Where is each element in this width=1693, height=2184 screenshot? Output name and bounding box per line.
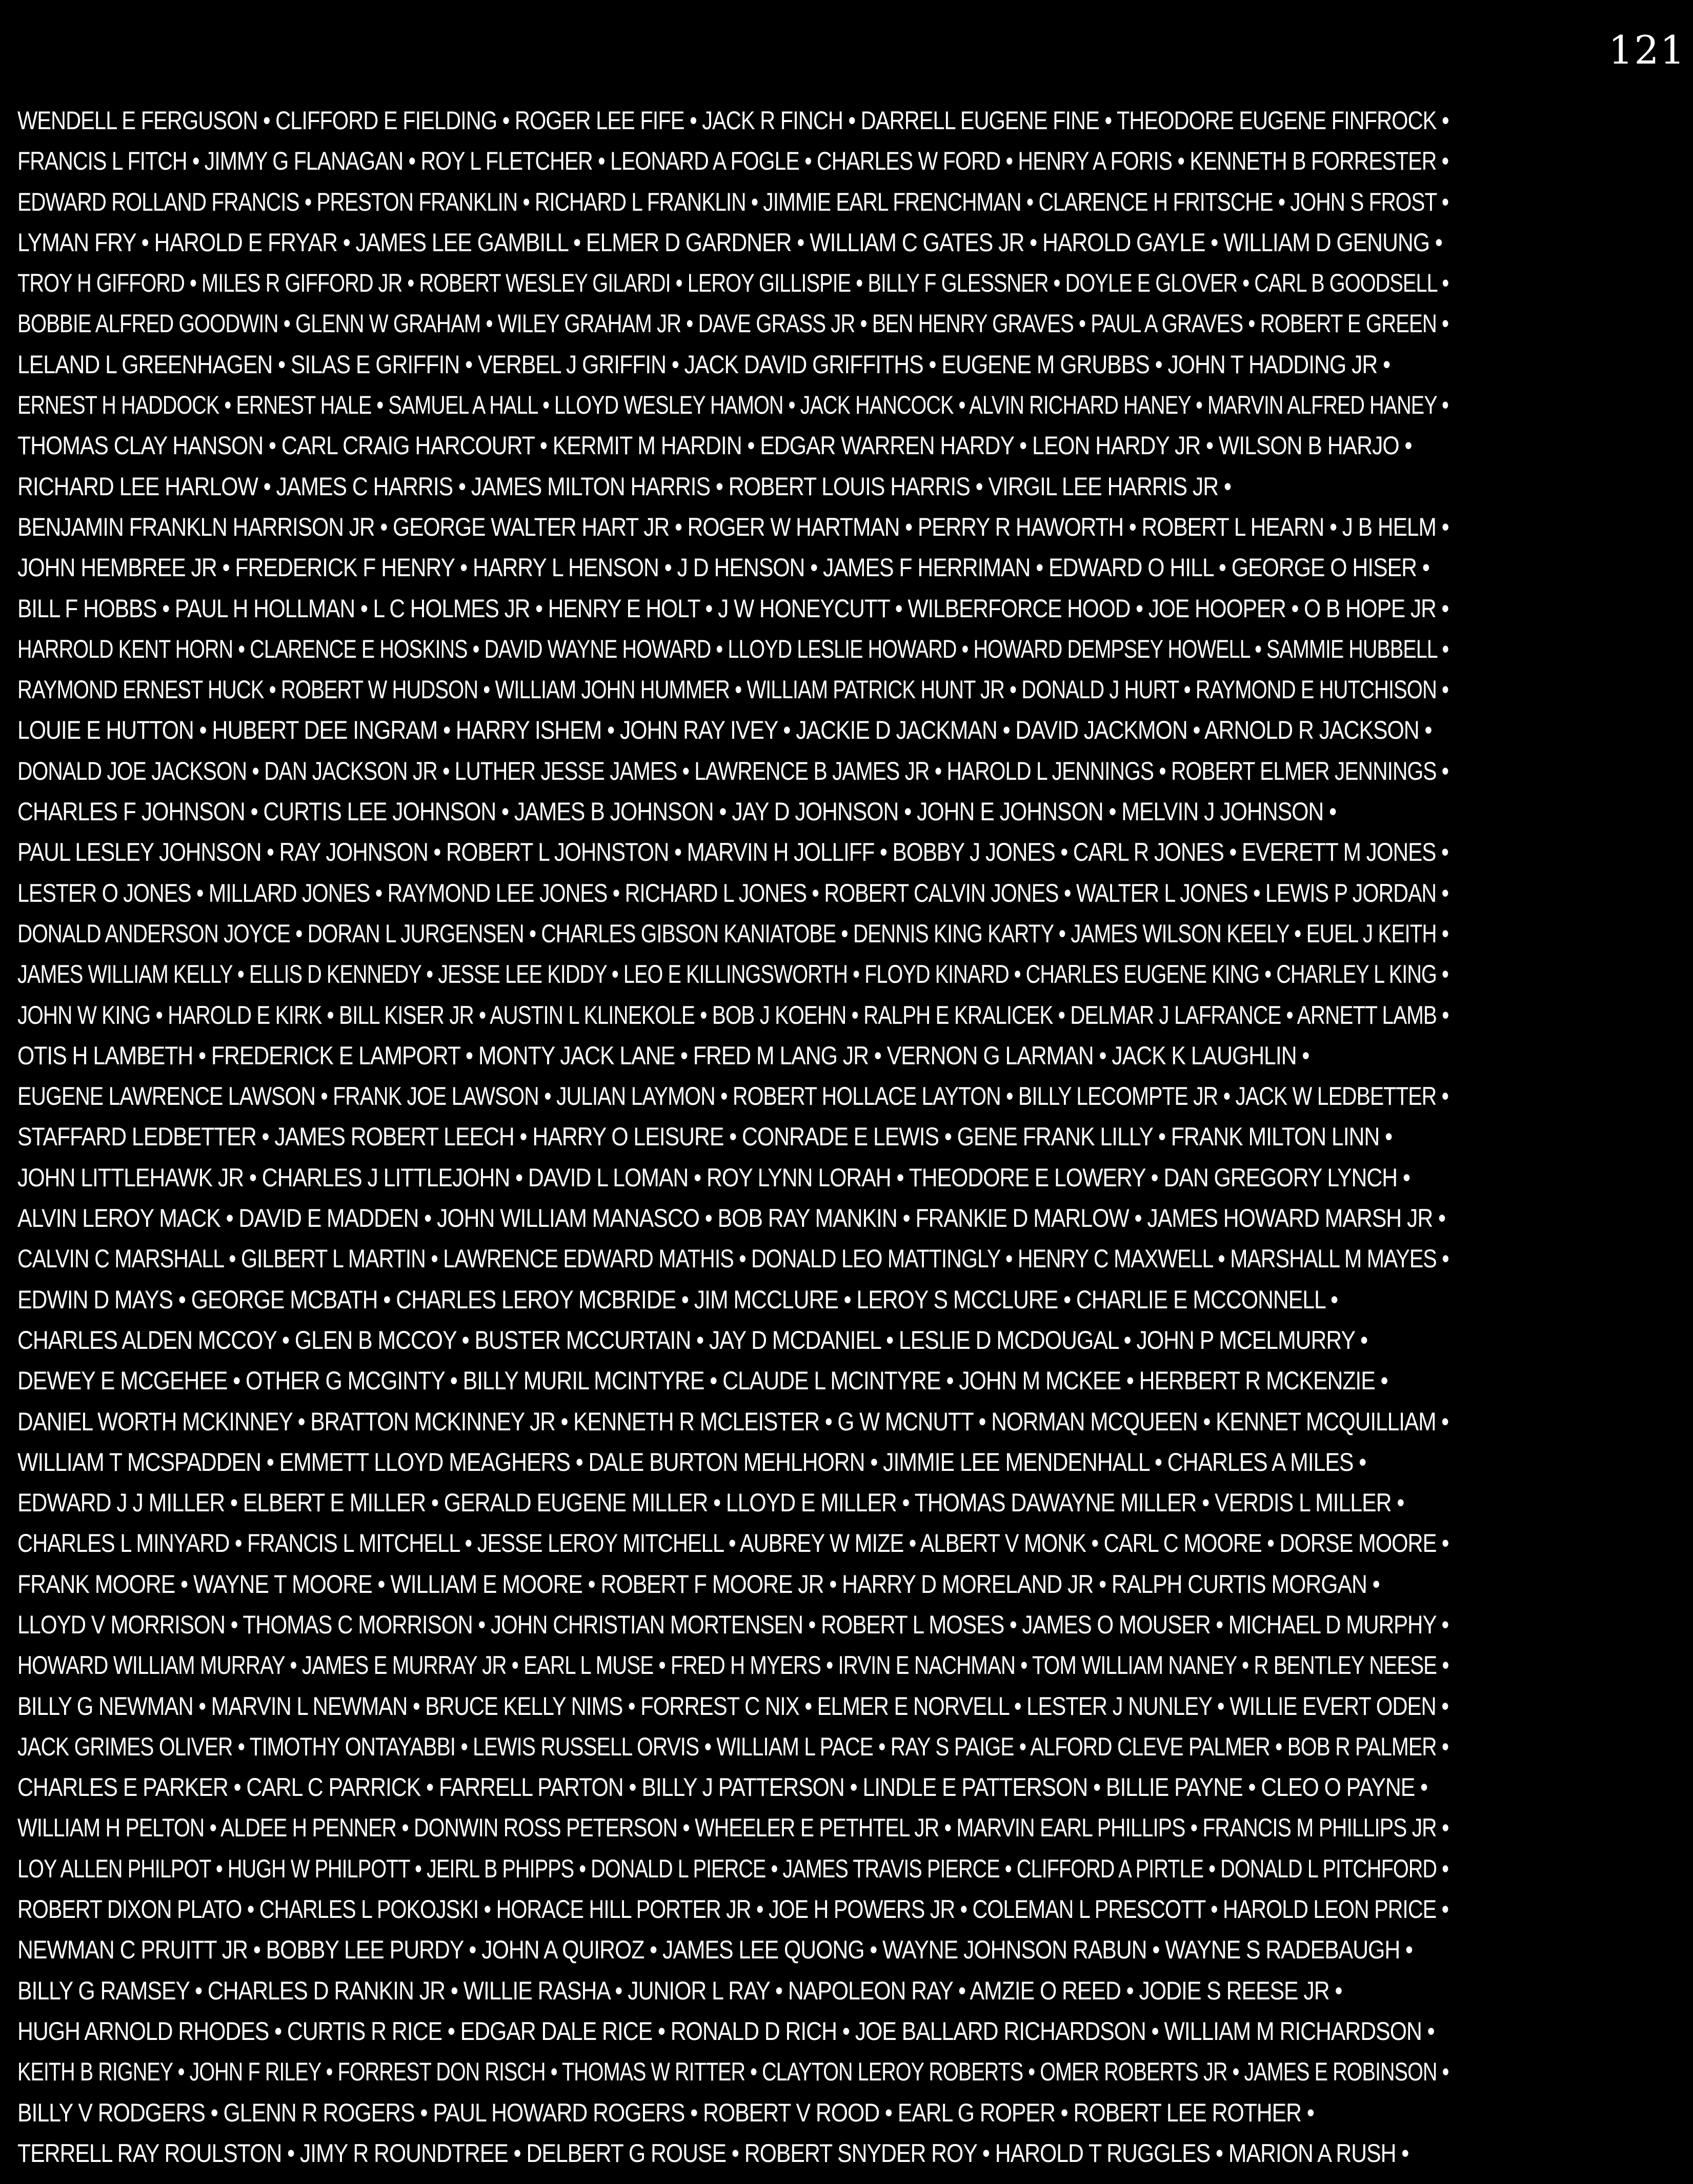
name-line: CHARLES ALDEN MCCOY • GLEN B MCCOY • BUSTER MCCURTAIN • JAY D MCDANIEL • LESLIE D MCDOUGAL • JOHN P MCELMURRY • <box>17 1325 1368 1354</box>
name-line: EUGENE LAWRENCE LAWSON • FRANK JOE LAWSON • JULIAN LAYMON • ROBERT HOLLACE LAYTON • BILLY LECOMPTE JR • JACK W LEDBETTER • <box>17 1082 1449 1111</box>
name-line: ROBERT DIXON PLATO • CHARLES L POKOJSKI • HORACE HILL PORTER JR • JOE H POWERS JR • COLEMAN L PRESCOTT • HAROLD LEON PRICE • <box>17 1895 1449 1924</box>
name-line: BILLY G NEWMAN • MARVIN L NEWMAN • BRUCE KELLY NIMS • FORREST C NIX • ELMER E NORVELL • LESTER J NUNLEY • WILLIE EVERT ODEN • <box>17 1691 1449 1721</box>
name-line: DONALD ANDERSON JOYCE • DORAN L JURGENSEN • CHARLES GIBSON KANIATOBE • DENNIS KING KARTY • JAMES WILSON KEELY • EUEL J KEITH • <box>17 919 1449 948</box>
name-line: BILLY V RODGERS • GLENN R ROGERS • PAUL HOWARD ROGERS • ROBERT V ROOD • EARL G ROPER • ROBERT LEE ROTHER • <box>17 2098 1314 2127</box>
name-line: JOHN LITTLEHAWK JR • CHARLES J LITTLEJOHN • DAVID L LOMAN • ROY LYNN LORAH • THEODORE E LOWERY • DAN GREGORY LYNCH • <box>17 1163 1410 1192</box>
name-line: THOMAS CLAY HANSON • CARL CRAIG HARCOURT • KERMIT M HARDIN • EDGAR WARREN HARDY • LEON HARDY JR • WILSON B HARJO • <box>17 431 1412 460</box>
name-line: ALVIN LEROY MACK • DAVID E MADDEN • JOHN WILLIAM MANASCO • BOB RAY MANKIN • FRANKIE D MARLOW • JAMES HOWARD MARSH JR • <box>17 1204 1445 1233</box>
name-line: WILLIAM T MCSPADDEN • EMMETT LLOYD MEAGHERS • DALE BURTON MEHLHORN • JIMMIE LEE MENDENHALL • CHARLES A MILES • <box>17 1447 1366 1477</box>
name-line: WENDELL E FERGUSON • CLIFFORD E FIELDING • ROGER LEE FIFE • JACK R FINCH • DARRELL EUGENE FINE • THEODORE EUGENE FINFROCK • <box>17 106 1449 135</box>
name-line: RAYMOND ERNEST HUCK • ROBERT W HUDSON • WILLIAM JOHN HUMMER • WILLIAM PATRICK HUNT JR • DONALD J HURT • RAYMOND E HUTCHISON • <box>17 675 1449 704</box>
name-line: JAMES WILLIAM KELLY • ELLIS D KENNEDY • JESSE LEE KIDDY • LEO E KILLINGSWORTH • FLOYD KINARD • CHARLES EUGENE KING • CHARLEY L KING • <box>17 960 1448 989</box>
name-line: PAUL LESLEY JOHNSON • RAY JOHNSON • ROBERT L JOHNSTON • MARVIN H JOLLIFF • BOBBY J JONES • CARL R JONES • EVERETT M JONES • <box>17 838 1448 867</box>
name-line: BOBBIE ALFRED GOODWIN • GLENN W GRAHAM • WILEY GRAHAM JR • DAVE GRASS JR • BEN HENRY GRAVES • PAUL A GRAVES • ROBERT E GREEN • <box>17 309 1449 338</box>
name-line: LELAND L GREENHAGEN • SILAS E GRIFFIN • VERBEL J GRIFFIN • JACK DAVID GRIFFITHS • EUGENE M GRUBBS • JOHN T HADDING JR • <box>17 350 1390 379</box>
name-line: BILL F HOBBS • PAUL H HOLLMAN • L C HOLMES JR • HENRY E HOLT • J W HONEYCUTT • WILBERFORCE HOOD • JOE HOOPER • O B HOPE JR • <box>17 594 1449 623</box>
name-line: CHARLES L MINYARD • FRANCIS L MITCHELL • JESSE LEROY MITCHELL • AUBREY W MIZE • ALBERT V MONK • CARL C MOORE • DORSE MOORE • <box>17 1529 1449 1558</box>
name-line: DEWEY E MCGEHEE • OTHER G MCGINTY • BILLY MURIL MCINTYRE • CLAUDE L MCINTYRE • JOHN M MCKEE • HERBERT R MCKENZIE • <box>17 1366 1388 1396</box>
name-line: EDWARD J J MILLER • ELBERT E MILLER • GERALD EUGENE MILLER • LLOYD E MILLER • THOMAS DAWAYNE MILLER • VERDIS L MILLER • <box>17 1488 1404 1518</box>
name-line: FRANCIS L FITCH • JIMMY G FLANAGAN • ROY L FLETCHER • LEONARD A FOGLE • CHARLES W FORD • HENRY A FORIS • KENNETH B FORRESTER • <box>17 147 1449 176</box>
name-line: DANIEL WORTH MCKINNEY • BRATTON MCKINNEY JR • KENNETH R MCLEISTER • G W MCNUTT • NORMAN MCQUEEN • KENNET MCQUILLIAM • <box>17 1407 1449 1436</box>
name-line: KEITH B RIGNEY • JOHN F RILEY • FORREST DON RISCH • THOMAS W RITTER • CLAYTON LEROY ROBERTS • OMER ROBERTS JR • JAMES E ROBINSON • <box>17 2057 1449 2087</box>
name-line: LOUIE E HUTTON • HUBERT DEE INGRAM • HARRY ISHEM • JOHN RAY IVEY • JACKIE D JACKMAN • DAVID JACKMON • ARNOLD R JACKSON • <box>17 716 1432 745</box>
name-line: LESTER O JONES • MILLARD JONES • RAYMOND LEE JONES • RICHARD L JONES • ROBERT CALVIN JONES • WALTER L JONES • LEWIS P JORDAN • <box>17 878 1449 907</box>
name-line: JOHN W KING • HAROLD E KIRK • BILL KISER JR • AUSTIN L KLINEKOLE • BOB J KOEHN • RALPH E KRALICEK • DELMAR J LAFRANCE • ARNETT LAMB • <box>17 1000 1449 1029</box>
name-line: WILLIAM H PELTON • ALDEE H PENNER • DONWIN ROSS PETERSON • WHEELER E PETHTEL JR • MARVIN EARL PHILLIPS • FRANCIS M PHILLIPS JR • <box>17 1813 1449 1843</box>
name-line: FRANK MOORE • WAYNE T MOORE • WILLIAM E MOORE • ROBERT F MOORE JR • HARRY D MORELAND JR • RALPH CURTIS MORGAN • <box>17 1569 1380 1599</box>
names-list <box>17 100 1690 2174</box>
name-line: STAFFARD LEDBETTER • JAMES ROBERT LEECH • HARRY O LEISURE • CONRADE E LEWIS • GENE FRANK LILLY • FRANK MILTON LINN • <box>17 1122 1393 1151</box>
name-line: OTIS H LAMBETH • FREDERICK E LAMPORT • MONTY JACK LANE • FRED M LANG JR • VERNON G LARMAN • JACK K LAUGHLIN • <box>17 1041 1309 1070</box>
name-line: EDWARD ROLLAND FRANCIS • PRESTON FRANKLIN • RICHARD L FRANKLIN • JIMMIE EARL FRENCHMAN • CLARENCE H FRITSCHE • JOHN S FROST • <box>17 187 1449 216</box>
name-line: ERNEST H HADDOCK • ERNEST HALE • SAMUEL A HALL • LLOYD WESLEY HAMON • JACK HANCOCK • ALVIN RICHARD HANEY • MARVIN ALFRED HANEY • <box>17 391 1448 420</box>
name-line: JACK GRIMES OLIVER • TIMOTHY ONTAYABBI • LEWIS RUSSELL ORVIS • WILLIAM L PACE • RAY S PAIGE • ALFORD CLEVE PALMER • BOB R PALMER • <box>17 1732 1449 1761</box>
name-line: LOY ALLEN PHILPOT • HUGH W PHILPOTT • JEIRL B PHIPPS • DONALD L PIERCE • JAMES TRAVIS PIERCE • CLIFFORD A PIRTLE • DONALD L PITCHFORD • <box>17 1854 1449 1883</box>
name-line: BILLY G RAMSEY • CHARLES D RANKIN JR • WILLIE RASHA • JUNIOR L RAY • NAPOLEON RAY • AMZIE O REED • JODIE S REESE JR • <box>17 1976 1342 2005</box>
name-line: JOHN HEMBREE JR • FREDERICK F HENRY • HARRY L HENSON • J D HENSON • JAMES F HERRIMAN • EDWARD O HILL • GEORGE O HISER • <box>17 553 1429 582</box>
name-line: LYMAN FRY • HAROLD E FRYAR • JAMES LEE GAMBILL • ELMER D GARDNER • WILLIAM C GATES JR • HAROLD GAYLE • WILLIAM D GENUNG • <box>17 228 1442 257</box>
name-line: CHARLES F JOHNSON • CURTIS LEE JOHNSON • JAMES B JOHNSON • JAY D JOHNSON • JOHN E JOHNSON • MELVIN J JOHNSON • <box>17 797 1337 826</box>
name-line: HOWARD WILLIAM MURRAY • JAMES E MURRAY JR • EARL L MUSE • FRED H MYERS • IRVIN E NACHMAN • TOM WILLIAM NANEY • R BENTLEY NEESE • <box>17 1651 1449 1680</box>
name-line: DONALD JOE JACKSON • DAN JACKSON JR • LUTHER JESSE JAMES • LAWRENCE B JAMES JR • HAROLD L JENNINGS • ROBERT ELMER JENNINGS • <box>17 756 1449 785</box>
page-number: 121 <box>1608 27 1686 73</box>
name-line: TERRELL RAY ROULSTON • JIMY R ROUNDTREE • DELBERT G ROUSE • ROBERT SNYDER ROY • HAROLD T RUGGLES • MARION A RUSH • <box>17 2138 1409 2168</box>
name-line: LLOYD V MORRISON • THOMAS C MORRISON • JOHN CHRISTIAN MORTENSEN • ROBERT L MOSES • JAMES O MOUSER • MICHAEL D MURPHY • <box>17 1610 1449 1639</box>
name-line: EDWIN D MAYS • GEORGE MCBATH • CHARLES LEROY MCBRIDE • JIM MCCLURE • LEROY S MCCLURE • CHARLIE E MCCONNELL • <box>17 1285 1338 1314</box>
name-line: HARROLD KENT HORN • CLARENCE E HOSKINS • DAVID WAYNE HOWARD • LLOYD LESLIE HOWARD • HOWARD DEMPSEY HOWELL • SAMMIE HUBBELL • <box>17 634 1449 663</box>
name-line: HUGH ARNOLD RHODES • CURTIS R RICE • EDGAR DALE RICE • RONALD D RICH • JOE BALLARD RICHARDSON • WILLIAM M RICHARDSON • <box>17 2016 1435 2046</box>
name-line: BENJAMIN FRANKLN HARRISON JR • GEORGE WALTER HART JR • ROGER W HARTMAN • PERRY R HAWORTH • ROBERT L HEARN • J B HELM • <box>17 512 1449 541</box>
name-line: NEWMAN C PRUITT JR • BOBBY LEE PURDY • JOHN A QUIROZ • JAMES LEE QUONG • WAYNE JOHNSON RABUN • WAYNE S RADEBAUGH • <box>17 1935 1413 1965</box>
name-line: CALVIN C MARSHALL • GILBERT L MARTIN • LAWRENCE EDWARD MATHIS • DONALD LEO MATTINGLY • HENRY C MAXWELL • MARSHALL M MAYES • <box>17 1244 1449 1273</box>
name-line: TROY H GIFFORD • MILES R GIFFORD JR • ROBERT WESLEY GILARDI • LEROY GILLISPIE • BILLY F GLESSNER • DOYLE E GLOVER • CARL B GOODSELL • <box>17 269 1449 298</box>
name-line: CHARLES E PARKER • CARL C PARRICK • FARRELL PARTON • BILLY J PATTERSON • LINDLE E PATTERSON • BILLIE PAYNE • CLEO O PAYNE • <box>17 1773 1428 1802</box>
name-line: RICHARD LEE HARLOW • JAMES C HARRIS • JAMES MILTON HARRIS • ROBERT LOUIS HARRIS • VIRGIL LEE HARRIS JR • <box>17 472 1231 501</box>
